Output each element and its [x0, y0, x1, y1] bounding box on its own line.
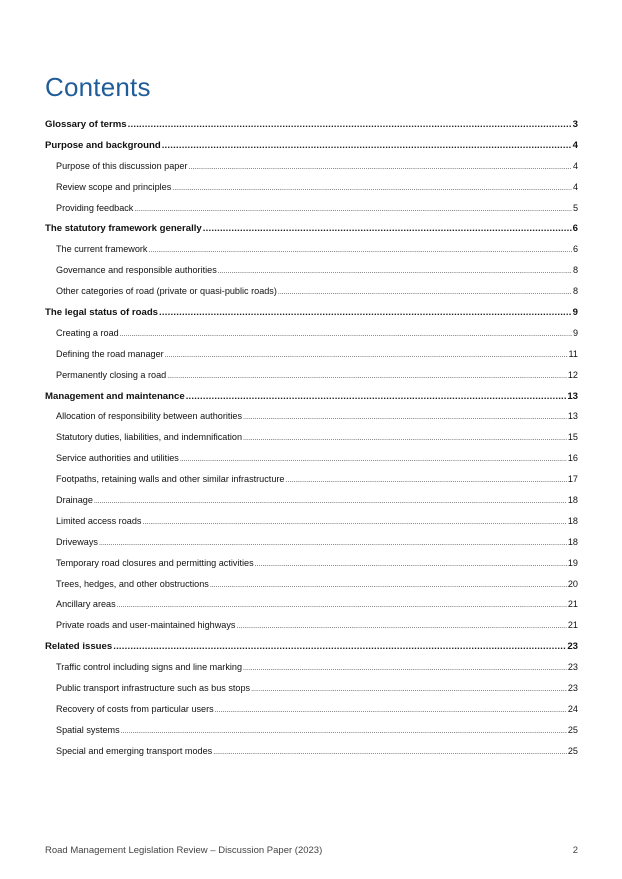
toc-subentry[interactable] — [0, 704, 622, 725]
toc-heading-entry[interactable] — [0, 119, 622, 140]
toc-heading-entry[interactable] — [0, 223, 622, 244]
toc-dot-leader — [128, 119, 572, 130]
footer-page-number: 2 — [572, 845, 578, 856]
toc-dot-leader — [167, 370, 567, 380]
toc-dot-leader — [255, 558, 567, 568]
toc-entry-page-number: 18 — [567, 515, 578, 526]
toc-subentry[interactable] — [0, 662, 622, 683]
toc-entry-page-number: 13 — [567, 411, 578, 422]
toc-entry-label: Providing feedback — [56, 202, 134, 213]
toc-entry-label: Special and emerging transport modes — [56, 745, 213, 756]
toc-dot-leader — [243, 411, 567, 421]
toc-entry-label: Permanently closing a road — [56, 369, 167, 380]
toc-subentry[interactable] — [0, 516, 622, 537]
toc-entry-label: The legal status of roads — [45, 307, 159, 319]
toc-dot-leader — [94, 495, 567, 505]
toc-subentry[interactable] — [0, 495, 622, 516]
toc-entry-label: Purpose of this discussion paper — [56, 160, 188, 171]
toc-entry-page-number: 15 — [567, 432, 578, 443]
toc-subentry[interactable] — [0, 182, 622, 203]
toc-dot-leader — [188, 161, 572, 171]
toc-dot-leader — [236, 620, 566, 630]
toc-dot-leader — [162, 140, 572, 151]
toc-entry-label: Private roads and user-maintained highways — [56, 620, 236, 631]
toc-subentry[interactable] — [0, 411, 622, 432]
toc-entry-label: Review scope and principles — [56, 181, 172, 192]
toc-entry-page-number: 4 — [572, 139, 578, 151]
toc-entry-label: Footpaths, retaining walls and other similar infrastructure — [56, 474, 285, 485]
toc-dot-leader — [203, 223, 572, 234]
toc-dot-leader — [148, 244, 571, 254]
toc-entry-label: Governance and responsible authorities — [56, 265, 217, 276]
toc-dot-leader — [113, 641, 566, 652]
toc-dot-leader — [251, 683, 567, 693]
table-of-contents — [0, 119, 622, 767]
toc-subentry[interactable] — [0, 620, 622, 641]
toc-subentry[interactable] — [0, 474, 622, 495]
toc-entry-label: Related issues — [45, 641, 113, 653]
toc-entry-page-number: 3 — [572, 119, 578, 130]
toc-subentry[interactable] — [0, 453, 622, 474]
toc-entry-label: Purpose and background — [45, 139, 161, 151]
toc-entry-page-number: 6 — [572, 244, 578, 255]
toc-dot-leader — [186, 391, 567, 402]
toc-subentry[interactable] — [0, 161, 622, 182]
toc-dot-leader — [159, 307, 572, 318]
toc-entry-label: Limited access roads — [56, 515, 142, 526]
toc-entry-page-number: 6 — [572, 223, 578, 235]
toc-entry-label: Defining the road manager — [56, 348, 164, 359]
toc-subentry[interactable] — [0, 558, 622, 579]
toc-subentry[interactable] — [0, 203, 622, 224]
toc-entry-label: Glossary of terms — [45, 119, 127, 130]
toc-entry-page-number: 17 — [567, 474, 578, 485]
toc-entry-label: Drainage — [56, 495, 93, 506]
toc-entry-label: Creating a road — [56, 327, 119, 338]
toc-entry-label: The current framework — [56, 244, 148, 255]
toc-dot-leader — [243, 662, 567, 672]
toc-entry-page-number: 4 — [572, 160, 578, 171]
toc-entry-page-number: 4 — [572, 181, 578, 192]
toc-entry-page-number: 24 — [567, 703, 578, 714]
toc-entry-page-number: 12 — [567, 369, 578, 380]
toc-entry-page-number: 25 — [567, 745, 578, 756]
toc-entry-page-number: 8 — [572, 265, 578, 276]
toc-entry-page-number: 23 — [567, 662, 578, 673]
toc-subentry[interactable] — [0, 725, 622, 746]
toc-entry-label: Service authorities and utilities — [56, 453, 179, 464]
toc-dot-leader — [243, 432, 567, 442]
page-footer — [45, 845, 578, 856]
toc-subentry[interactable] — [0, 265, 622, 286]
toc-entry-page-number: 11 — [568, 348, 578, 359]
footer-document-title: Road Management Legislation Review – Discussion Paper (2023) — [45, 845, 323, 856]
toc-entry-label: Management and maintenance — [45, 390, 185, 402]
toc-subentry[interactable] — [0, 286, 622, 307]
toc-dot-leader — [142, 516, 566, 526]
toc-entry-label: Ancillary areas — [56, 599, 116, 610]
toc-dot-leader — [172, 182, 572, 192]
toc-dot-leader — [285, 474, 566, 484]
toc-entry-label: Trees, hedges, and other obstructions — [56, 578, 209, 589]
toc-dot-leader — [120, 328, 572, 338]
toc-dot-leader — [213, 746, 567, 756]
toc-entry-page-number: 23 — [567, 641, 578, 653]
toc-entry-page-number: 19 — [567, 557, 578, 568]
toc-entry-page-number: 18 — [567, 536, 578, 547]
toc-heading-entry[interactable] — [0, 307, 622, 328]
toc-subentry[interactable] — [0, 579, 622, 600]
toc-entry-page-number: 5 — [572, 202, 578, 213]
toc-entry-page-number: 21 — [567, 599, 578, 610]
toc-subentry[interactable] — [0, 746, 622, 767]
toc-subentry[interactable] — [0, 370, 622, 391]
toc-dot-leader — [180, 453, 567, 463]
toc-dot-leader — [218, 265, 572, 275]
toc-entry-page-number: 9 — [572, 327, 578, 338]
toc-dot-leader — [121, 725, 567, 735]
toc-entry-page-number: 20 — [567, 578, 578, 589]
toc-dot-leader — [99, 537, 567, 547]
toc-subentry[interactable] — [0, 683, 622, 704]
toc-dot-leader — [134, 203, 572, 213]
toc-entry-label: Temporary road closures and permitting activities — [56, 557, 254, 568]
toc-entry-page-number: 8 — [572, 286, 578, 297]
toc-dot-leader — [165, 349, 568, 359]
toc-dot-leader — [278, 286, 572, 296]
toc-subentry[interactable] — [0, 432, 622, 453]
toc-entry-page-number: 18 — [567, 495, 578, 506]
toc-dot-leader — [215, 704, 567, 714]
toc-heading-entry[interactable] — [0, 641, 622, 662]
toc-heading-entry[interactable] — [0, 140, 622, 161]
page-title: Contents — [45, 72, 151, 102]
toc-subentry[interactable] — [0, 244, 622, 265]
toc-entry-page-number: 16 — [567, 453, 578, 464]
toc-entry-label: Allocation of responsibility between authorities — [56, 411, 243, 422]
toc-entry-page-number: 21 — [567, 620, 578, 631]
toc-subentry[interactable] — [0, 599, 622, 620]
toc-entry-label: Public transport infrastructure such as bus stops — [56, 683, 251, 694]
toc-entry-page-number: 25 — [567, 724, 578, 735]
toc-entry-page-number: 23 — [567, 683, 578, 694]
toc-subentry[interactable] — [0, 537, 622, 558]
toc-entry-label: Other categories of road (private or quasi-public roads) — [56, 286, 277, 297]
toc-entry-label: Traffic control including signs and line marking — [56, 662, 243, 673]
toc-dot-leader — [117, 599, 567, 609]
toc-entry-page-number: 13 — [567, 390, 578, 402]
toc-entry-label: Spatial systems — [56, 724, 120, 735]
toc-entry-label: Driveways — [56, 536, 98, 547]
toc-dot-leader — [210, 579, 567, 589]
toc-subentry[interactable] — [0, 349, 622, 370]
toc-entry-page-number: 9 — [572, 307, 578, 319]
toc-heading-entry[interactable] — [0, 391, 622, 412]
toc-entry-label: Statutory duties, liabilities, and indemnification — [56, 432, 243, 443]
toc-subentry[interactable] — [0, 328, 622, 349]
toc-entry-label: Recovery of costs from particular users — [56, 703, 214, 714]
toc-entry-label: The statutory framework generally — [45, 223, 202, 235]
